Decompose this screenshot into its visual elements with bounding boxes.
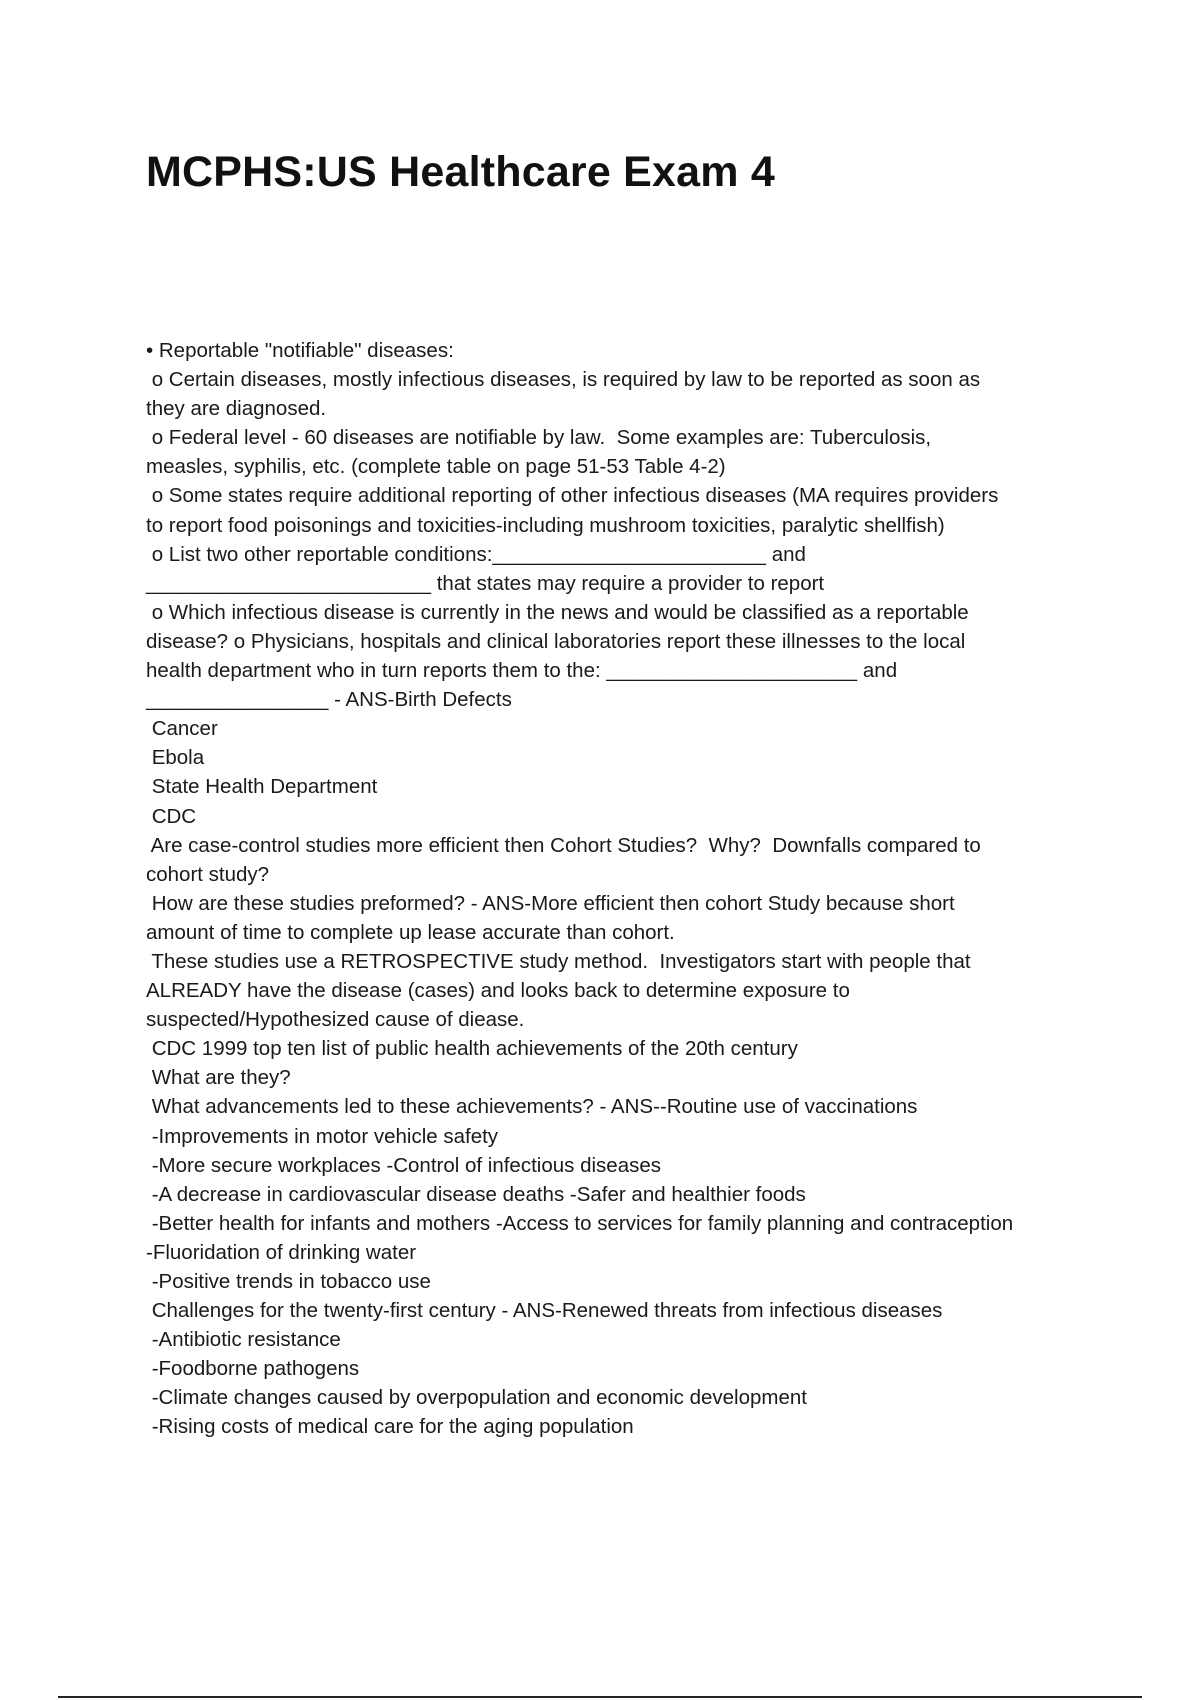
body-line: o Federal level - 60 diseases are notifiable by law. Some examples are: Tuberculosis, — [146, 426, 932, 450]
body-line: Challenges for the twenty-first century - ANS-Renewed threats from infectious diseases — [146, 1299, 943, 1323]
body-line: suspected/Hypothesized cause of diease. — [146, 1008, 525, 1032]
body-line: ALREADY have the disease (cases) and looks back to determine exposure to — [146, 979, 850, 1003]
body-line: What advancements led to these achievements? - ANS--Routine use of vaccinations — [146, 1095, 918, 1119]
body-line: These studies use a RETROSPECTIVE study method. Investigators start with people that — [146, 949, 971, 973]
body-line: • Reportable "notifiable" diseases: — [146, 339, 454, 362]
body-line: disease? o Physicians, hospitals and clinical laboratories report these illnesses to the local — [146, 629, 966, 653]
body-line: ________________ - ANS-Birth Defects — [146, 688, 512, 712]
body-line: to report food poisonings and toxicities-including mushroom toxicities, paralytic shellfish) — [146, 513, 945, 537]
body-line: What are they? — [146, 1066, 291, 1090]
document-body — [146, 336, 1096, 1442]
body-line: -A decrease in cardiovascular disease deaths -Safer and healthier foods — [146, 1182, 806, 1206]
body-line: cohort study? — [146, 862, 270, 886]
body-line: -Better health for infants and mothers -Access to services for family planning and contraception — [146, 1211, 1014, 1235]
body-line: -Fluoridation of drinking water — [146, 1240, 417, 1264]
body-line: measles, syphilis, etc. (complete table on page 51-53 Table 4-2) — [146, 455, 726, 479]
body-line: o List two other reportable conditions:________________________ and — [146, 542, 806, 566]
document-title: MCPHS:US Healthcare Exam 4 — [146, 148, 775, 196]
body-line: they are diagnosed. — [146, 397, 327, 421]
body-line: -Improvements in motor vehicle safety — [146, 1124, 499, 1148]
body-line: Cancer — [146, 717, 218, 741]
body-line: -Antibiotic resistance — [146, 1328, 341, 1352]
body-line: -Rising costs of medical care for the aging population — [146, 1415, 634, 1439]
body-line: -Climate changes caused by overpopulation and economic development — [146, 1386, 807, 1410]
body-line: o Some states require additional reporting of other infectious diseases (MA requires providers — [146, 484, 999, 508]
body-line: Are case-control studies more efficient then Cohort Studies? Why? Downfalls compared to — [146, 833, 981, 857]
body-line: CDC 1999 top ten list of public health achievements of the 20th century — [146, 1037, 798, 1061]
body-line: State Health Department — [146, 775, 378, 799]
body-line: o Which infectious disease is currently in the news and would be classified as a reportable — [146, 600, 969, 624]
body-line: CDC — [146, 804, 197, 828]
body-line: How are these studies preformed? - ANS-More efficient then cohort Study because short — [146, 891, 955, 915]
body-line: amount of time to complete up lease accurate than cohort. — [146, 920, 675, 944]
body-line: Ebola — [146, 746, 205, 770]
body-line: -Foodborne pathogens — [146, 1357, 360, 1381]
body-line: health department who in turn reports them to the: ______________________ and — [146, 659, 898, 683]
body-line: -Positive trends in tobacco use — [146, 1270, 431, 1293]
footer-divider — [58, 1696, 1142, 1698]
body-line: _________________________ that states may require a provider to report — [146, 571, 825, 595]
body-line: o Certain diseases, mostly infectious diseases, is required by law to be reported as soon as — [146, 368, 981, 392]
body-line: -More secure workplaces -Control of infectious diseases — [146, 1153, 661, 1177]
